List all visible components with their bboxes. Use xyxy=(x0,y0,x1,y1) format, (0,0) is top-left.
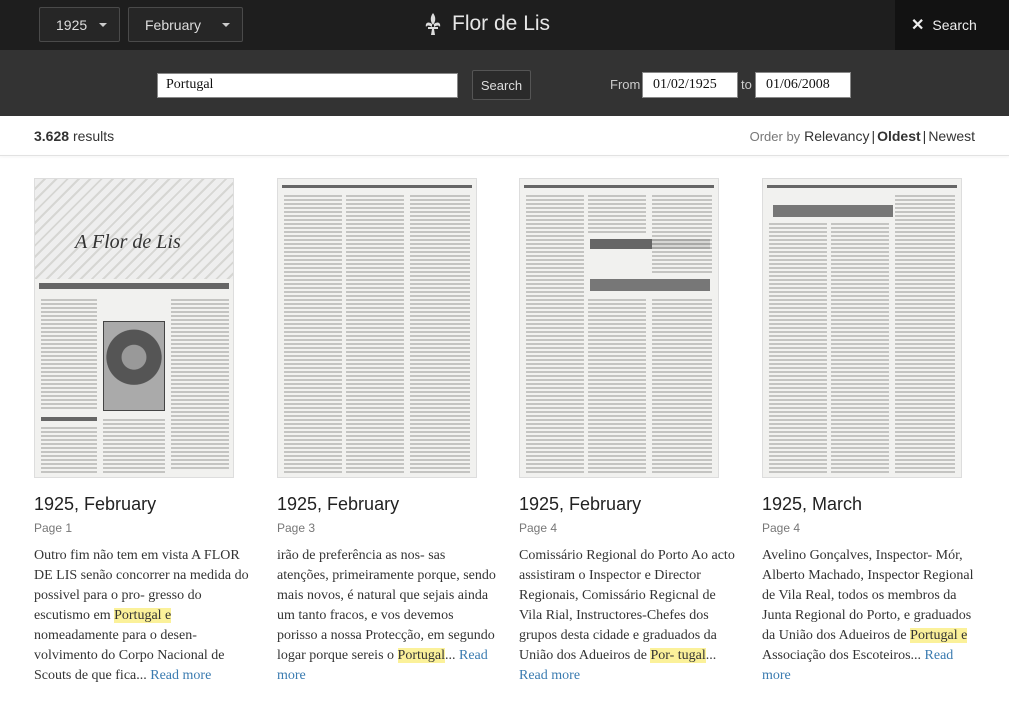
card-excerpt: irão de preferência as nos- sas atenções, primeiramente porque, sendo mais novos, é natural que sejais ainda um tanto fracos, e vos devemos porisso a nossa Protecção, em segundo logar porque sereis o Portugal... Read more xyxy=(277,548,496,683)
close-icon: ✕ xyxy=(911,17,925,34)
chevron-down-icon xyxy=(99,23,107,27)
result-card xyxy=(277,178,497,686)
page-thumbnail[interactable] xyxy=(277,178,477,478)
month-dropdown[interactable] xyxy=(128,7,243,42)
brand-logo[interactable] xyxy=(424,12,550,36)
results-count xyxy=(34,128,114,144)
results-label: results xyxy=(72,128,115,144)
read-more-link[interactable]: Read more xyxy=(762,648,954,683)
from-label: From xyxy=(610,77,641,92)
card-excerpt: Outro fim não tem em vista A FLOR DE LIS senão concorrer na medida do possivel para o pro- gresso do escutismo em Portugal e nomeadamente para o desen- volvimento do Corpo Nacional de Scouts de que fica... Read more xyxy=(34,548,249,683)
top-bar xyxy=(0,0,1009,50)
card-page: Page 3 xyxy=(277,521,316,535)
to-date-input[interactable]: 01/06/2008 xyxy=(755,72,851,98)
search-button[interactable]: Search xyxy=(472,70,531,100)
read-more-link[interactable]: Read more xyxy=(519,668,581,683)
search-toggle-button[interactable] xyxy=(895,0,1009,50)
chevron-down-icon xyxy=(222,23,230,27)
card-excerpt: Avelino Gonçalves, Inspector- Mór, Alberto Machado, Inspector Regional de Vila Real, todos os membros da Junta Regional do Porto, e graduados da União dos Adueiros de Portugal e Associação dos Escoteiros... Read more xyxy=(762,548,974,683)
year-value: 1925 xyxy=(56,16,88,33)
result-card xyxy=(762,178,982,686)
masthead-title: A Flor de Lis xyxy=(75,231,181,253)
result-card xyxy=(34,178,254,686)
card-title[interactable]: 1925, February xyxy=(519,494,642,514)
card-title[interactable]: 1925, February xyxy=(277,494,400,514)
read-more-link[interactable]: Read more xyxy=(277,648,488,683)
order-relevancy-link[interactable]: Relevancy xyxy=(804,128,870,144)
fleur-de-lis-icon xyxy=(424,12,442,36)
year-dropdown[interactable] xyxy=(39,7,120,42)
card-title[interactable]: 1925, March xyxy=(762,494,863,514)
order-newest-link[interactable]: Newest xyxy=(928,128,975,144)
card-page: Page 4 xyxy=(762,521,801,535)
card-title[interactable]: 1925, February xyxy=(34,494,157,514)
month-value: February xyxy=(145,16,202,33)
card-excerpt: Comissário Regional do Porto Ao acto assistiram o Inspector e Director Regionais, Comissário Regicnal de Vila Rial, Instructores-Chefes dos grupos desta cidade e graduados da União dos Adueiros de Por- tugal... Read more xyxy=(519,548,735,683)
card-page: Page 1 xyxy=(34,521,73,535)
to-label: to xyxy=(741,77,752,92)
highlighted-term: Por- tugal xyxy=(650,648,706,663)
from-date-input[interactable]: 01/02/1925 xyxy=(642,72,738,98)
results-number: 3.628 xyxy=(34,128,70,144)
highlighted-term: Portugal e xyxy=(910,628,968,643)
divider xyxy=(0,155,1009,156)
read-more-link[interactable]: Read more xyxy=(150,668,212,683)
page-thumbnail[interactable] xyxy=(519,178,719,478)
result-card xyxy=(519,178,739,686)
order-oldest-link[interactable]: Oldest xyxy=(877,128,921,144)
order-by-label: Order by xyxy=(749,129,801,144)
search-panel xyxy=(0,50,1009,116)
highlighted-term: Portugal e xyxy=(114,608,172,623)
page-thumbnail[interactable] xyxy=(34,178,234,478)
search-input[interactable]: Portugal xyxy=(157,73,458,98)
card-page: Page 4 xyxy=(519,521,558,535)
page-thumbnail[interactable] xyxy=(762,178,962,478)
search-toggle-label: Search xyxy=(932,17,977,33)
order-by: Order by Relevancy | Oldest | Newest xyxy=(749,128,975,144)
highlighted-term: Portugal xyxy=(397,648,445,663)
brand-title: Flor de Lis xyxy=(452,12,551,35)
